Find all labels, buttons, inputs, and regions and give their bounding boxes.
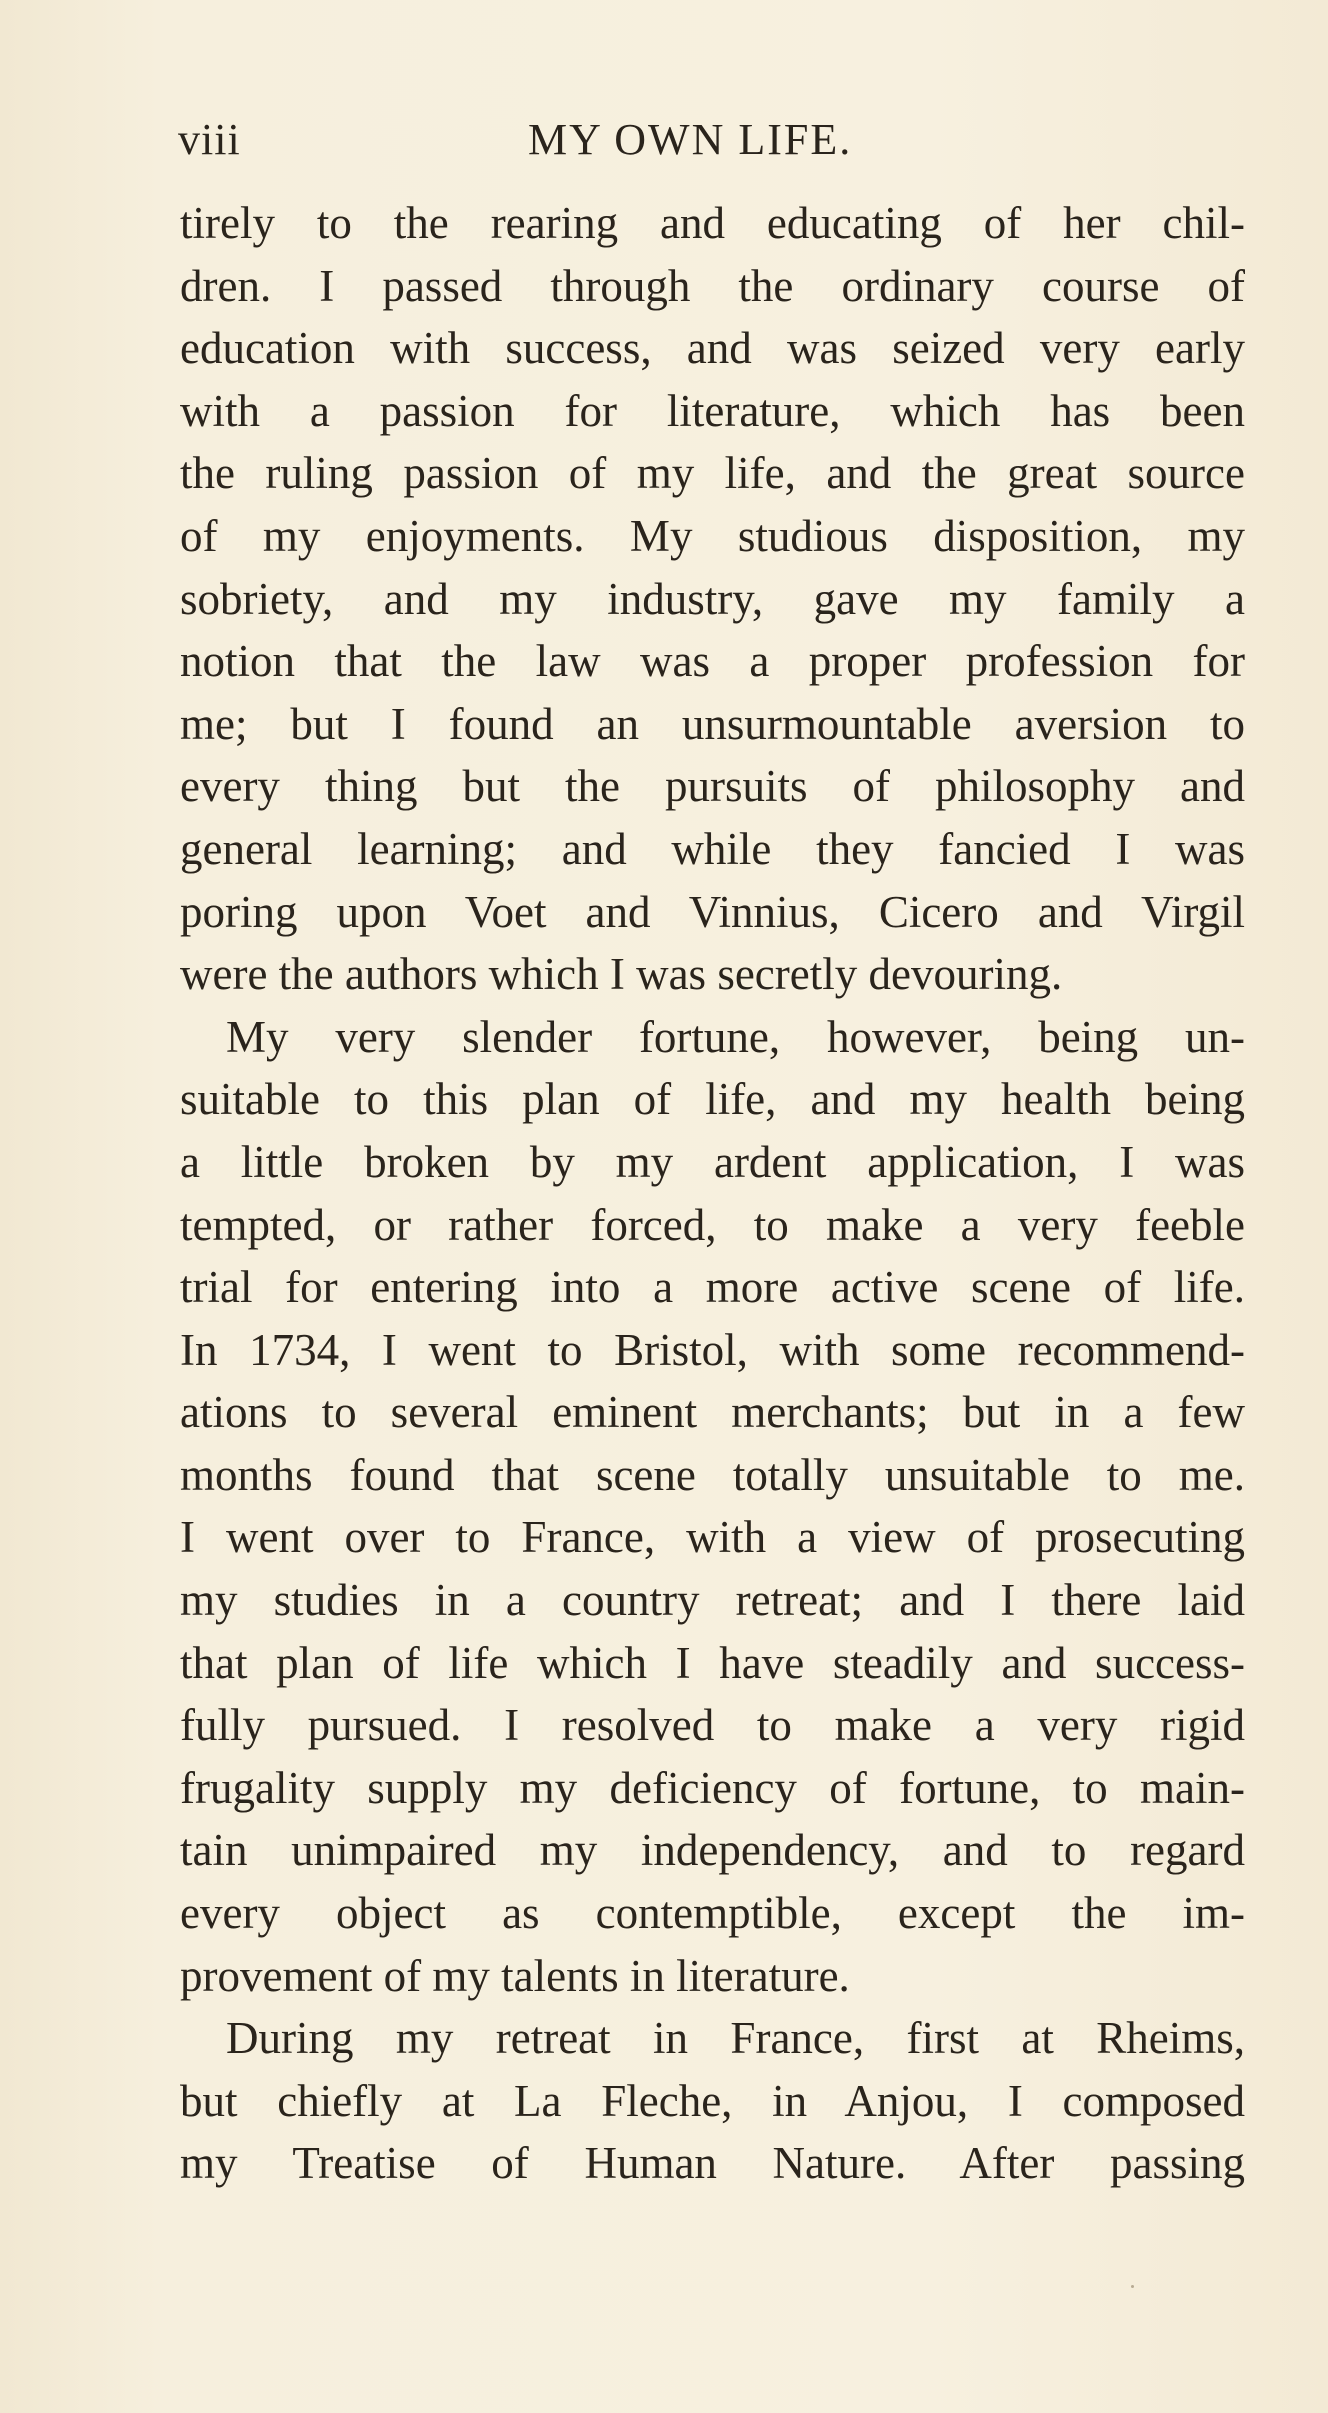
text-line: ations to several eminent merchants; but in a few xyxy=(180,1387,1245,1438)
text-line: that plan of life which I have steadily and success- xyxy=(180,1637,1245,1688)
text-line: sobriety, and my industry, gave my family a xyxy=(180,573,1245,624)
text-line: tirely to the rearing and educating of her chil- xyxy=(180,198,1245,248)
text-line: I went over to France, with a view of prosecuting xyxy=(180,1512,1245,1563)
text-line: fully pursued. I resolved to make a very rigid xyxy=(180,1700,1245,1751)
text-line: but chiefly at La Fleche, in Anjou, I composed xyxy=(180,2075,1245,2126)
text-line: with a passion for literature, which has been xyxy=(180,385,1245,436)
text-line: notion that the law was a proper profession for xyxy=(180,636,1245,687)
text-line: every object as contemptible, except the im- xyxy=(180,1888,1245,1939)
text-line: provement of my talents in literature. xyxy=(180,1950,850,2001)
text-line: were the authors which I was secretly devouring. xyxy=(180,949,1063,1000)
page-number: viii xyxy=(178,115,241,164)
text-line: the ruling passion of my life, and the great source xyxy=(180,448,1245,499)
text-line: tain unimpaired my independency, and to regard xyxy=(180,1825,1245,1876)
text-line: dren. I passed through the ordinary course of xyxy=(180,260,1245,311)
text-line: my studies in a country retreat; and I there laid xyxy=(180,1575,1245,1626)
running-title: MY OWN LIFE. xyxy=(528,115,853,164)
paragraph-start-line: During my retreat in France, first at Rheims, xyxy=(226,2013,1245,2064)
text-line: suitable to this plan of life, and my health being xyxy=(180,1074,1245,1125)
text-line: a little broken by my ardent application, I was xyxy=(180,1136,1245,1187)
text-line: tempted, or rather forced, to make a very feeble xyxy=(180,1199,1245,1250)
text-line: me; but I found an unsurmountable aversion to xyxy=(180,698,1245,749)
paragraph-start-line: My very slender fortune, however, being un- xyxy=(226,1011,1245,1062)
text-line: general learning; and while they fancied I was xyxy=(180,823,1245,874)
text-line: trial for entering into a more active scene of life. xyxy=(180,1262,1245,1313)
text-line: every thing but the pursuits of philosophy and xyxy=(180,761,1245,812)
text-line: In 1734, I went to Bristol, with some recommend- xyxy=(180,1324,1245,1375)
text-line: education with success, and was seized very early xyxy=(180,323,1245,374)
paper-speck xyxy=(1131,2285,1134,2288)
text-line: my Treatise of Human Nature. After passing xyxy=(180,2138,1245,2189)
text-line: frugality supply my deficiency of fortune, to main- xyxy=(180,1762,1245,1813)
text-line: of my enjoyments. My studious disposition, my xyxy=(180,510,1245,561)
text-line: months found that scene totally unsuitable to me. xyxy=(180,1449,1245,1500)
running-head xyxy=(178,112,1246,168)
text-line: poring upon Voet and Vinnius, Cicero and Virgil xyxy=(180,886,1245,937)
body-text xyxy=(180,192,1245,2195)
